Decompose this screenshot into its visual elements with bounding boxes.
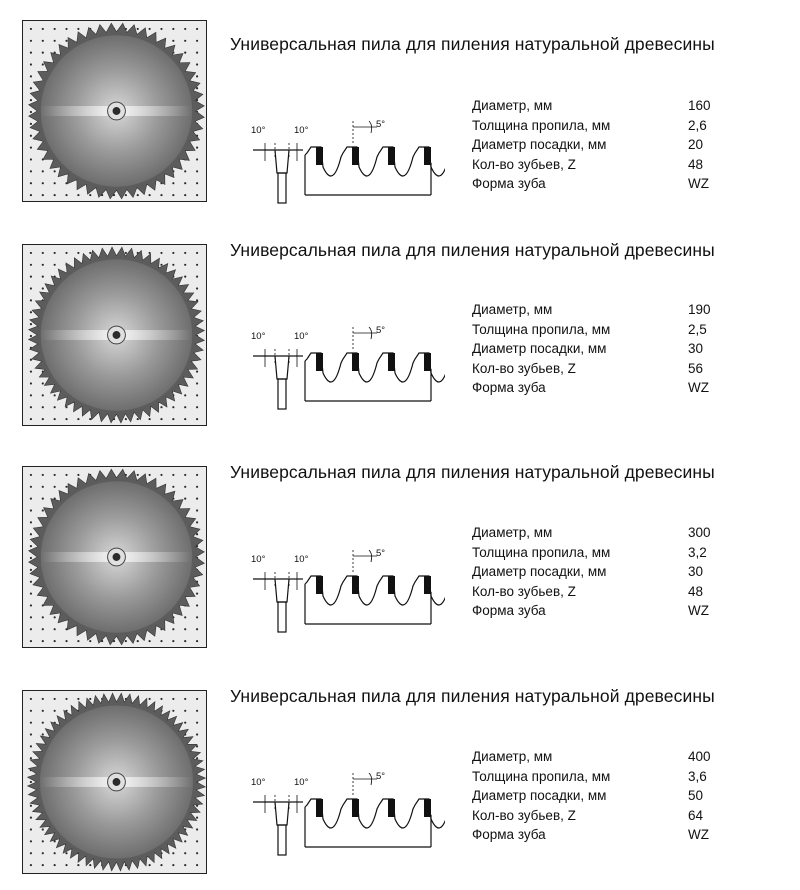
spec-row [472, 525, 732, 545]
spec-value: 160 [688, 98, 711, 113]
spec-row [472, 118, 732, 138]
spec-value: 2,5 [688, 321, 707, 337]
tooth-profile-svg [245, 321, 445, 416]
saw-card [0, 686, 800, 890]
saw-title: Универсальная пила для пиления натуральной древесины [230, 240, 715, 260]
angle-top-label: 5° [376, 119, 386, 130]
carbide-tip [424, 353, 431, 371]
spec-row [472, 545, 732, 565]
tooth-profile-svg [245, 544, 445, 639]
saw-title: Универсальная пила для пиления натуральной древесины [230, 34, 715, 54]
spec-label: Толщина пропила, мм [472, 117, 611, 133]
spec-label: Форма зуба [472, 380, 546, 395]
saw-title: Универсальная пила для пиления натуральной древесины [230, 462, 715, 482]
spec-label: Форма зуба [472, 827, 546, 842]
spec-value: 400 [688, 749, 711, 764]
spec-row [472, 322, 732, 342]
spec-value: 20 [688, 137, 704, 152]
saw-card [0, 462, 800, 666]
tooth-geometry-diagram [245, 115, 445, 210]
spec-label: Толщина пропила, мм [472, 321, 611, 337]
spec-row [472, 380, 732, 400]
spec-label: Диаметр посадки, мм [472, 564, 607, 579]
spec-value: 190 [688, 302, 711, 317]
spec-label: Диаметр, мм [472, 749, 553, 764]
spec-label: Диаметр, мм [472, 98, 553, 113]
saw-photo [22, 244, 207, 426]
tooth-profile-svg [245, 115, 445, 210]
spec-row [472, 788, 732, 808]
spec-label: Диаметр, мм [472, 302, 553, 317]
saw-photo [22, 20, 207, 202]
spec-label: Толщина пропила, мм [472, 544, 611, 560]
angle-left-label: 10° [251, 125, 266, 136]
spec-row [472, 137, 732, 157]
saw-card [0, 20, 800, 220]
spec-row [472, 564, 732, 584]
spec-value: 48 [688, 583, 704, 599]
carbide-tip [316, 576, 323, 594]
spec-label: Диаметр, мм [472, 525, 553, 540]
tooth-geometry-diagram [245, 767, 445, 862]
saw-blade-image [23, 691, 206, 873]
angle-left-label: 10° [251, 554, 266, 565]
spec-row [472, 769, 732, 789]
spec-table [472, 98, 732, 196]
spec-row [472, 584, 732, 604]
carbide-tip [388, 353, 395, 371]
carbide-tip [388, 576, 395, 594]
tooth-geometry-diagram [245, 321, 445, 416]
spec-row [472, 176, 732, 196]
saw-photo [22, 690, 207, 874]
carbide-tip [352, 147, 359, 165]
spec-value: 30 [688, 564, 704, 579]
carbide-tip [424, 799, 431, 817]
spec-row [472, 341, 732, 361]
saw-blade-image [23, 245, 206, 425]
saw-card [0, 240, 800, 444]
spec-label: Кол-во зубьев, Z [472, 583, 576, 599]
spec-label: Форма зуба [472, 176, 546, 191]
angle-top-label: 5° [376, 548, 386, 559]
carbide-tip [424, 147, 431, 165]
carbide-tip [388, 147, 395, 165]
tooth-profile-svg [245, 767, 445, 862]
saw-blade-image [23, 467, 206, 647]
spec-table [472, 525, 732, 623]
spec-value: WZ [688, 176, 709, 191]
carbide-tip [424, 576, 431, 594]
angle-left-label: 10° [251, 331, 266, 342]
carbide-tip [316, 799, 323, 817]
spec-row [472, 808, 732, 828]
angle-right-label: 10° [294, 331, 309, 342]
carbide-tip [388, 799, 395, 817]
spec-value: 56 [688, 360, 704, 376]
angle-left-label: 10° [251, 777, 266, 788]
spec-value: WZ [688, 603, 709, 618]
spec-row [472, 827, 732, 847]
carbide-tip [352, 576, 359, 594]
spec-label: Кол-во зубьев, Z [472, 156, 576, 172]
carbide-tip [316, 147, 323, 165]
spec-value: 3,2 [688, 544, 707, 560]
spec-row [472, 302, 732, 322]
angle-top-label: 5° [376, 771, 386, 782]
spec-value: WZ [688, 827, 709, 842]
spec-value: 48 [688, 156, 704, 172]
spec-value: 30 [688, 341, 704, 356]
spec-value: 2,6 [688, 117, 707, 133]
spec-label: Толщина пропила, мм [472, 768, 611, 784]
spec-row [472, 603, 732, 623]
spec-label: Диаметр посадки, мм [472, 341, 607, 356]
spec-table [472, 302, 732, 400]
carbide-tip [316, 353, 323, 371]
spec-label: Диаметр посадки, мм [472, 788, 607, 803]
spec-label: Диаметр посадки, мм [472, 137, 607, 152]
angle-right-label: 10° [294, 554, 309, 565]
spec-value: 50 [688, 788, 704, 803]
spec-label: Форма зуба [472, 603, 546, 618]
carbide-tip [352, 799, 359, 817]
angle-right-label: 10° [294, 125, 309, 136]
spec-value: 64 [688, 807, 704, 823]
spec-value: WZ [688, 380, 709, 395]
saw-blade-image [23, 21, 206, 201]
spec-row [472, 749, 732, 769]
spec-value: 3,6 [688, 768, 707, 784]
carbide-tip [352, 353, 359, 371]
spec-value: 300 [688, 525, 711, 540]
spec-row [472, 98, 732, 118]
angle-right-label: 10° [294, 777, 309, 788]
saw-photo [22, 466, 207, 648]
angle-top-label: 5° [376, 325, 386, 336]
tooth-geometry-diagram [245, 544, 445, 639]
spec-table [472, 749, 732, 847]
spec-label: Кол-во зубьев, Z [472, 807, 576, 823]
spec-label: Кол-во зубьев, Z [472, 360, 576, 376]
saw-title: Универсальная пила для пиления натуральной древесины [230, 686, 715, 706]
spec-row [472, 361, 732, 381]
spec-row [472, 157, 732, 177]
